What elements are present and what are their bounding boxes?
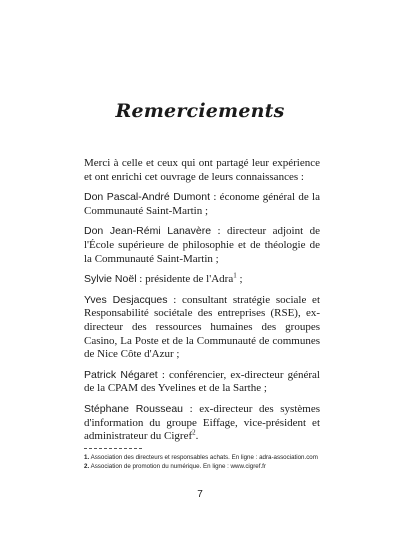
person-description: : conférencier, ex-directeur général de la CPAM des Yvelines et de la Sarthe ; — [84, 368, 320, 395]
entry-punctuation: . — [195, 430, 199, 443]
footnote-text: Association de promotion du numérique. En ligne : www.cigref.fr — [90, 462, 266, 470]
footnote-separator — [84, 448, 142, 449]
entry-punctuation: ; — [236, 273, 243, 286]
person-name: Stéphane Rousseau — [84, 402, 184, 415]
person-name: Don Jean-Rémi Lanavère — [84, 225, 212, 238]
footnote-ref: 2 — [192, 428, 196, 437]
person-description: : présidente de l'Adra — [136, 273, 234, 286]
page-title: Remerciements — [115, 100, 285, 122]
person-name: Patrick Négaret — [84, 368, 158, 381]
person-description: : directeur adjoint de l'École supérieure de philosophie et de théologie de la Communauté Saint-Martin ; — [84, 225, 320, 265]
footnote-text: Association des directeurs et responsables achats. En ligne : adra-association.com — [90, 454, 318, 461]
person-name: Yves Desjacques — [84, 293, 168, 306]
intro-paragraph: Merci à celle et ceux qui ont partagé leur expérience et ont enrichi cet ouvrage de leurs connaissances : — [84, 157, 320, 183]
footnote — [84, 463, 324, 472]
person-description: : consultant stratégie sociale et Responsabilité sociétale des entreprises (RSE), ex-directeur des ressources humaines des groupes Casino, La Poste et de la Communauté de communes de Nice Côte d'Azur ; — [84, 293, 320, 361]
acknowledgement-entry — [84, 225, 320, 266]
footnote-ref: 1 — [233, 271, 237, 280]
acknowledgement-entry — [84, 273, 320, 287]
acknowledgements-body — [84, 157, 320, 451]
acknowledgement-entry — [84, 403, 320, 444]
acknowledgement-entry — [84, 369, 320, 396]
person-name: Don Pascal-André Dumont — [84, 191, 211, 204]
person-description: : ex-directeur des systèmes d'information du groupe Eiffage, vice-président et administrateur du Cigref — [84, 402, 320, 443]
footnote — [84, 454, 324, 463]
person-name: Sylvie Noël — [84, 273, 137, 286]
person-description: : économe général de la Communauté Saint-Martin ; — [84, 191, 320, 217]
footnotes — [84, 454, 324, 471]
footnote-number: 1. — [84, 454, 90, 461]
acknowledgement-entry — [84, 294, 320, 362]
acknowledgement-entry — [84, 191, 320, 218]
footnote-number: 2. — [84, 462, 90, 470]
page-number: 7 — [197, 489, 203, 500]
